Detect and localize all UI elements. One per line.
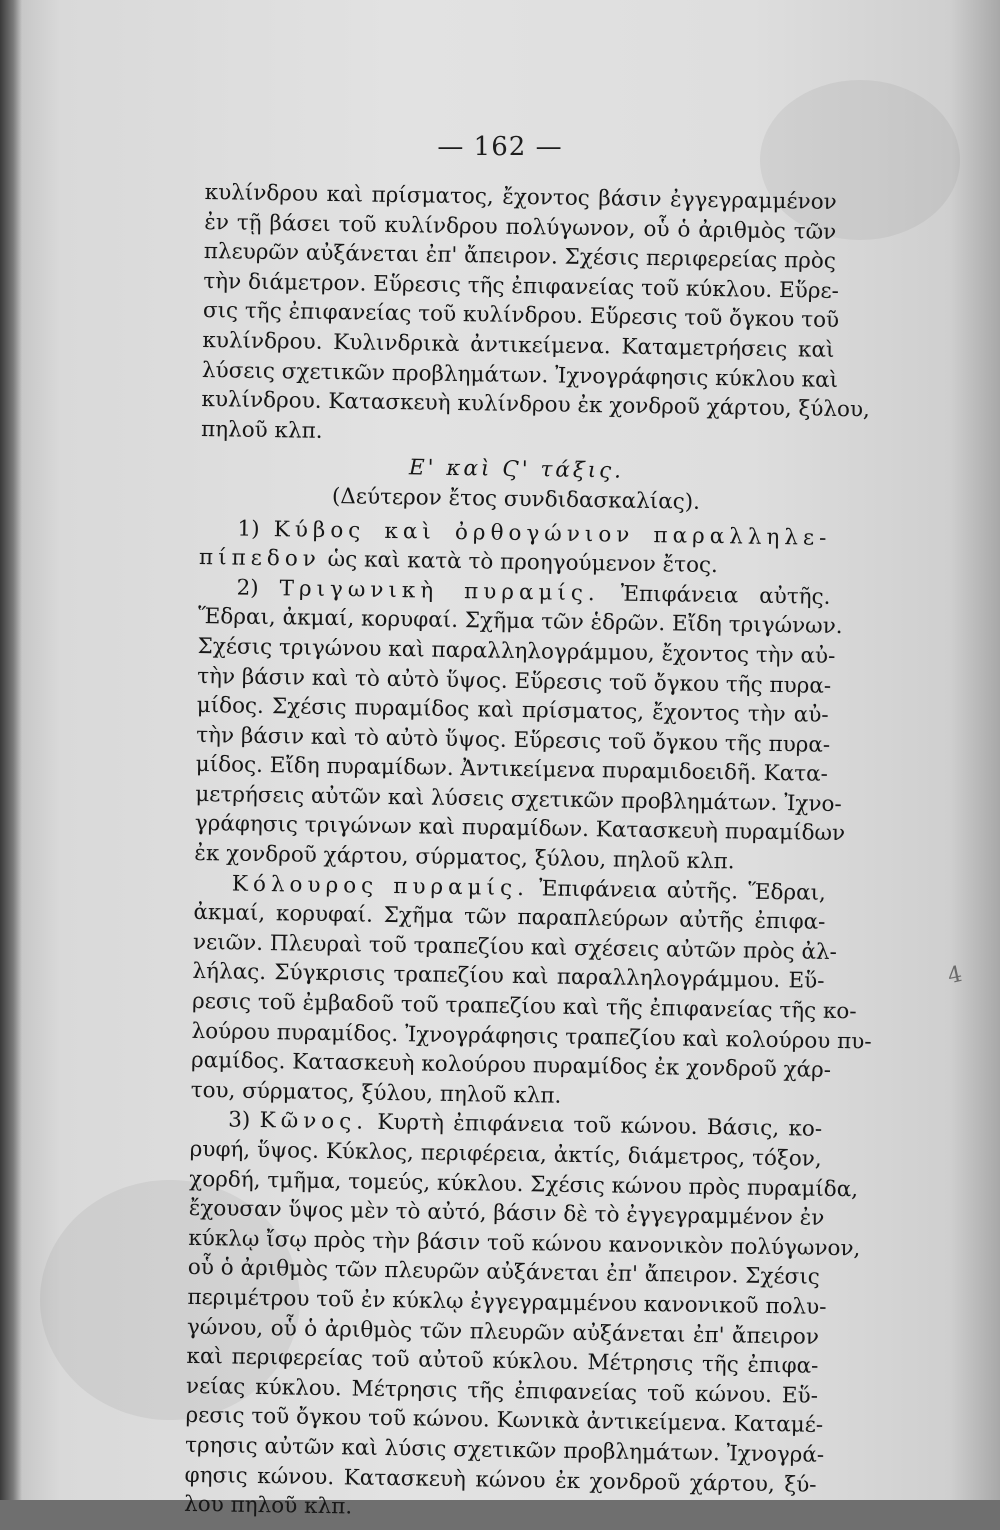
item-cone — [183, 1105, 861, 1529]
text-line: λήλας. Σύγκρισις τραπεζίου καὶ παραλληλογράμμου. Εὕ- — [192, 959, 825, 995]
text-line: τρησις αὐτῶν καὶ λύσις σχετικῶν προβλημάτων. Ἰχνογρά- — [184, 1432, 825, 1468]
item-triangular-pyramid — [194, 573, 846, 879]
item-text: ὡς καὶ κατὰ τὸ προηγούμενον ἔτος. — [327, 547, 719, 579]
text-line: λου πηλοῦ κλπ. — [183, 1491, 353, 1520]
text-line: γράφησις τριγώνων καὶ πυραμίδων. Κατασκευὴ πυραμίδων — [194, 811, 846, 847]
text-line: νειῶν. Πλευραὶ τοῦ τραπεζίου καὶ σχέσεις αὐτῶν πρὸς ἀλ- — [192, 929, 838, 965]
text-line: κυλίνδρου. Κυλινδρικὰ ἀντικείμενα. Καταμετρήσεις καὶ — [202, 327, 835, 363]
text-line: χορδή, τμῆμα, τομεύς, κύκλου. Σχέσις κώνου πρὸς πυραμίδα, — [189, 1166, 859, 1202]
text-line: τὴν βάσιν καὶ τὸ αὐτὸ ὕψος. Εὕρεσις τοῦ ὄγκου τῆς πυρα- — [196, 722, 831, 758]
text-line: μετρήσεις αὐτῶν καὶ λύσεις σχετικῶν προβλημάτων. Ἰχνο- — [195, 781, 842, 817]
text-line: λούρου πυραμίδος. Ἰχνογράφησις τραπεζίου καὶ κολούρου πυ- — [191, 1018, 872, 1055]
text-line: κυλίνδρου καὶ πρίσματος, ἔχοντος βάσιν ἐγγεγραμμένον — [204, 179, 837, 215]
item-number: 1) — [237, 516, 260, 542]
item-number: 3) — [228, 1107, 251, 1134]
text-line: πλευρῶν αὐξάνεται ἐπ' ἄπειρον. Σχέσις περιφερείας πρὸς — [203, 239, 837, 275]
text-line: ἐκ χονδροῦ χάρτου, σύρματος, ξύλου, πηλοῦ κλπ. — [194, 840, 735, 875]
item-title: Τριγωνικὴ πυραμίς. — [279, 575, 600, 606]
text-line: ρεσις τοῦ ἐμβαδοῦ τοῦ τραπεζίου καὶ τῆς ἐπιφανείας τῆς κο- — [191, 988, 857, 1025]
page-number: — 162 — — [437, 132, 563, 162]
item-body — [194, 602, 846, 878]
item-text: Ἐπιφάνεια αὐτῆς. — [620, 581, 831, 610]
text-line: πηλοῦ κλπ. — [200, 416, 323, 444]
text-line: φησις κώνου. Κατασκευὴ κώνου ἐκ χονδροῦ χάρτου, ξύ- — [184, 1462, 817, 1498]
text-line: τὴν βάσιν καὶ τὸ αὐτὸ ὕψος. Εὕρεσις τοῦ ὄγκου τῆς πυρα- — [196, 663, 832, 699]
text-line: ρυφή, ὕψος. Κύκλος, περιφέρεια, ἀκτίς, διάμετρος, τόξον, — [189, 1136, 822, 1172]
section-subheading: (Δεύτερον ἔτος συνδιδασκαλίας). — [331, 483, 701, 515]
item-body — [183, 1135, 861, 1530]
item-number: 2) — [236, 575, 259, 601]
text-line: καὶ περιφερείας τοῦ αὐτοῦ κύκλου. Μέτρησις τῆς ἐπιφα- — [186, 1344, 819, 1379]
text-line: μίδος. Σχέσις πυραμίδος καὶ πρίσματος, ἔχοντος τὴν αὐ- — [196, 693, 829, 728]
text-line: σις τῆς ἐπιφανείας τοῦ κυλίνδρου. Εὕρεσις τοῦ ὄγκου τοῦ — [202, 298, 840, 334]
text-line: Σχέσις τριγώνου καὶ παραλληλογράμμου, ἔχοντος τὴν αὐ- — [197, 633, 836, 669]
text-line: μίδος. Εἴδη πυραμίδων. Ἀντικείμενα πυραμιδοειδῆ. Κατα- — [195, 752, 829, 788]
item-text: Ἐπιφάνεια αὐτῆς. Ἕδραι, — [538, 875, 827, 906]
text-line: τὴν διάμετρον. Εὕρεσις τῆς ἐπιφανείας τοῦ κύκλου. Εὕρε- — [203, 268, 840, 304]
item-text: Κυρτὴ ἐπιφάνεια τοῦ κώνου. Βάσις, κο- — [377, 1110, 823, 1143]
text-line: περιμέτρου τοῦ ἐν κύκλῳ ἐγγεγραμμένου κανονικοῦ πολυ- — [187, 1284, 827, 1320]
text-line: νείας κύκλου. Μέτρησις τῆς ἐπιφανείας τοῦ κώνου. Εὕ- — [185, 1373, 819, 1409]
text-line: ἔχουσαν ὕψος μὲν τὸ αὐτό, βάσιν δὲ τὸ ἐγγεγραμμένον ἐν — [188, 1196, 825, 1232]
text-line: του, σύρματος, ξύλου, πηλοῦ κλπ. — [190, 1077, 562, 1109]
text-line: κυλίνδρου. Κατασκευὴ κυλίνδρου ἐκ χονδροῦ χάρτου, ξύλου, — [201, 387, 871, 423]
text-line: οὗ ὁ ἀριθμὸς τῶν πλευρῶν αὐξάνεται ἐπ' ἄπειρον. Σχέσις — [187, 1255, 820, 1291]
text-line: λύσεις σχετικῶν προβλημάτων. Ἰχνογράφησις κύκλου καὶ — [201, 357, 839, 393]
item-body — [190, 898, 872, 1115]
text-line: ρεσις τοῦ ὄγκου τοῦ κώνου. Κωνικὰ ἀντικείμενα. Καταμέ- — [185, 1403, 824, 1439]
section-heading: Ε' καὶ Ϛ' τάξις. — [408, 455, 625, 484]
text-line: Ἕδραι, ἀκμαί, κορυφαί. Σχῆμα τῶν ἑδρῶν. Εἴδη τριγώνων. — [197, 604, 843, 640]
text-line: ἐν τῇ βάσει τοῦ κυλίνδρου πολύγωνον, οὗ ὁ ἀριθμὸς τῶν — [204, 209, 837, 245]
paragraph-cylinder — [200, 178, 871, 454]
item-title-continued: πίπεδον — [198, 545, 322, 572]
item-title: Κῶνος. — [259, 1108, 369, 1136]
item-frustum — [190, 869, 872, 1116]
item-title: Κόλουρος πυραμίς. — [231, 871, 530, 901]
text-line: γώνου, οὗ ὁ ἀριθμὸς τῶν πλευρῶν αὐξάνεται ἐπ' ἄπειρον — [186, 1314, 820, 1350]
text-line: κύκλῳ ἴσῳ πρὸς τὴν βάσιν τοῦ κώνου κανονικὸν πολύγωνον, — [188, 1225, 861, 1262]
text-line: ραμίδος. Κατασκευὴ κολούρου πυραμίδος ἐκ χονδροῦ χάρ- — [190, 1048, 832, 1084]
page-binding-edge — [0, 0, 22, 1500]
body-text — [183, 178, 872, 1529]
item-title: Κύβος καὶ ὀρθογώνιον παραλληλε- — [273, 516, 832, 551]
margin-pencil-mark: 4 — [945, 961, 965, 990]
text-line: ἀκμαί, κορυφαί. Σχῆμα τῶν παραπλεύρων αὐτῆς ἐπιφα- — [193, 900, 826, 936]
item-cube — [199, 513, 832, 582]
